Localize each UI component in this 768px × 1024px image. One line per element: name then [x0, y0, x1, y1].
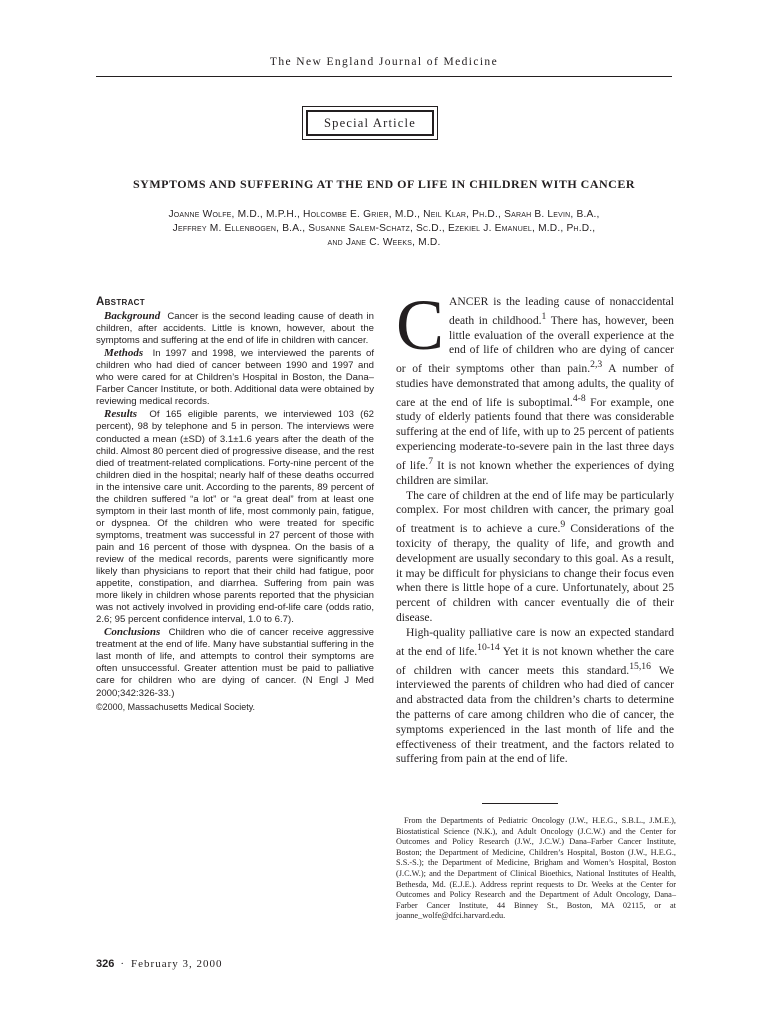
abstract-methods — [96, 347, 374, 408]
article-title: SYMPTOMS AND SUFFERING AT THE END OF LIFE IN CHILDREN WITH CANCER — [132, 177, 636, 191]
reference-marker: 4-8 — [572, 392, 586, 404]
author-list — [110, 208, 658, 250]
background-text: Cancer is the second leading cause of death in children, after accidents. Little is known, however, about the symptoms and suffering at the end of life in children with cancer. — [96, 311, 374, 347]
abstract-background — [96, 310, 374, 347]
methods-label: Methods — [104, 347, 144, 360]
reference-marker: 9 — [560, 519, 566, 531]
reference-marker: 1 — [541, 310, 547, 322]
opening-word: ANCER — [449, 295, 489, 308]
article-body — [396, 285, 675, 767]
results-label: Results — [104, 408, 138, 421]
page-footer — [96, 958, 223, 970]
conclusions-text: Children who die of cancer receive aggressive treatment at the end of life. Many have substantial suffering in the last month of life, and attempts to control their symptoms are often unsuccessful. Greater attention must be paid to palliative care for children who are dying of cancer. (N Engl J Med 2000;342:326-33.) — [96, 627, 374, 699]
abstract-conclusions — [96, 626, 374, 699]
body-paragraph: High-quality palliative care is now an expected standard at the end of life.$^{10-14}$ Yet it is not known whether the care of children with cancer meets this standard.$^{15,16}$ We interviewed the parents of children who had died of cancer and abstracted data from the children’s charts to determine the patterns of care among children who die of cancer, the symptoms experienced in the last month of life and the effectiveness of their treatment, and the factors related to suffering from pain at the end of life. — [396, 626, 674, 766]
methods-text: In 1997 and 1998, we interviewed the parents of children who had died of cancer between 1990 and 1997 and who were cared for at Children’s Hospital in Boston, the Dana–Farber Cancer Institute, or both. Additional data were obtained by reviewing medical records. — [96, 348, 374, 408]
author-line-1: Joanne Wolfe, M.D., M.P.H., Holcombe E. Grier, M.D., Neil Klar, Ph.D., Sarah B. Levin, B.A., — [168, 209, 600, 220]
copyright-notice: ©2000, Massachusetts Medical Society. — [96, 701, 256, 712]
section-label: Special Article — [306, 110, 434, 136]
abstract — [96, 296, 374, 713]
journal-title: The New England Journal of Medicine — [269, 56, 499, 68]
header-divider — [96, 76, 672, 77]
author-line-2: Jeffrey M. Ellenbogen, B.A., Susanne Salem-Schatz, Sc.D., Ezekiel J. Emanuel, M.D., Ph.D., — [172, 223, 596, 234]
reference-marker: 15,16 — [629, 660, 651, 672]
conclusions-label: Conclusions — [104, 626, 161, 639]
abstract-results — [96, 408, 374, 626]
drop-cap: C — [396, 285, 445, 365]
author-line-3: and Jane C. Weeks, M.D. — [327, 237, 441, 248]
body-paragraph: CANCER is the leading cause of nonaccidental death in childhood.$^1$ There has, however, been little evaluation of the overall experience at the end of life of children who are dying of cancer or of their symptoms other than pain.$^{2,3}$ A number of studies have demonstrated that among adults, the quality of care at the end of life is suboptimal.$^{4-8}$ For example, one study of elderly patients found that there was considerable suffering at the end of life, with up to 25 percent of patients experiencing moderate-to-severe pain in the last three days of life.$^7$ It is not known whether the experiences of dying children are similar. — [396, 285, 675, 487]
affiliations-footnote: From the Departments of Pediatric Oncology (J.W., H.E.G., S.B.L., J.M.E.), Biostatistical Science (N.K.), and Adult Oncology (J.C.W.) and the Center for Outcomes and Policy Research (J.W., J.C.W.) Dana–Farber Cancer Institute, Boston; the Department of Medicine, Children’s Hospital, Boston (J.W., H.E.G., S.S.-S.); the Department of Medicine, Brigham and Women’s Hospital, Boston (J.C.W.); and the Department of Clinical Bioethics, National Institutes of Health, Bethesda, Md. (E.J.E.). Address reprint requests to Dr. Weeks at the Center for Outcomes and Policy Research and the Department of Adult Oncology, Dana–Farber Cancer Institute, 44 Binney St., Boston, MA 02115, or at joanne_wolfe@dfci.harvard.edu. — [396, 816, 676, 921]
footer-separator: · — [120, 958, 126, 970]
reference-marker: 7 — [428, 456, 434, 468]
issue-date: February 3, 2000 — [131, 958, 223, 970]
results-text: Of 165 eligible parents, we interviewed 103 (62 percent), 98 by telephone and 5 in person. The interviews were conducted a mean (±SD) of 3.1±1.6 years after the death of the child. Almost 80 percent died of progressive disease, and the rest died of treatment-related complications. Forty-nine percent of the children died in the hospital; nearly half of these deaths occurred in the intensive care unit. According to the parents, 89 percent of the children suffered “a lot” or “a great deal” from at least one symptom in their last month of life, most commonly pain, fatigue, or dyspnea. Of the children who were treated for specific symptoms, treatment was successful in 27 percent of those with pain and 16 percent of those with dyspnea. On the basis of a review of the medical records, parents were significantly more likely than physicians to report that their child had fatigue, poor appetite, constipation, and diarrhea. Suffering from pain was more likely in children whose parents reported that the physician was not actively involved in providing end-of-life care (odds ratio, 2.6; 95 percent confidence interval, 1.0 to 6.7). — [96, 409, 374, 626]
section-label-box — [302, 106, 438, 140]
reference-marker: 2,3 — [590, 359, 603, 371]
body-paragraph: The care of children at the end of life may be particularly complex. For most children with cancer, the primary goal of treatment is to achieve a cure.$^9$ Considerations of the toxicity of therapy, the quality of life, and growth and development are usually secondary to this goal. As a result, it may be difficult for physicians to change their focus even when there is little hope of a cure. Unfortunately, about 25 percent of children with cancer eventually die of their disease. — [396, 488, 675, 625]
footnote-divider — [482, 803, 558, 804]
background-label: Background — [104, 310, 161, 323]
abstract-heading: Abstract — [96, 296, 145, 308]
reference-marker: 10-14 — [477, 641, 500, 653]
page-number: 326 — [96, 958, 115, 970]
